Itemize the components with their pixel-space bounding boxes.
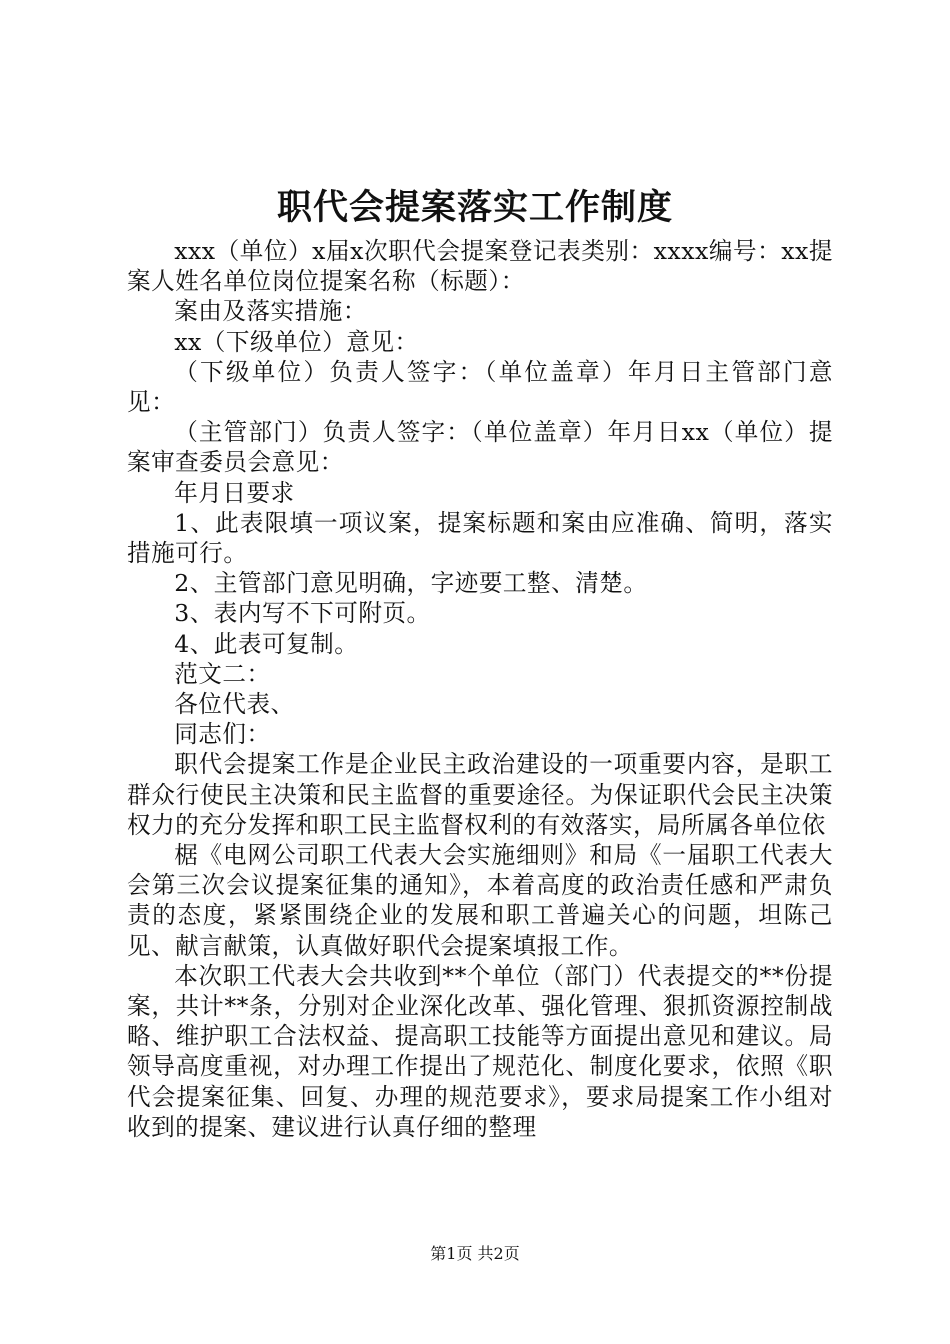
paragraph: xxx（单位）x届x次职代会提案登记表类别：xxxx编号：xx提案人姓名单位岗位提案名称（标题）： [127,237,833,296]
paragraph: xx（下级单位）意见： [174,327,419,356]
paragraph: 各位代表、 [174,690,295,719]
paragraph: （下级单位）负责人签字：（单位盖章）年月日主管部门意见： [127,357,833,417]
paragraph: 2、主管部门意见明确，字迹要工整、清楚。 [174,569,648,598]
paragraph: 同志们： [174,720,271,749]
paragraph: 案由及落实措施： [174,297,367,326]
paragraph: 椐《电网公司职工代表大会实施细则》和局《一届职工代表大会第三次会议提案征集的通知》，本着高度的政治责任感和严肃负责的态度，紧紧围绕企业的发展和职工普遍关心的问题，坦陈己见、献言献策，认真做好职代会提案填报工作。 [127,841,833,960]
document-title: 职代会提案落实工作制度 [276,187,673,228]
document-body [127,236,833,1142]
paragraph: （主管部门）负责人签字：（单位盖章）年月日xx（单位）提案审查委员会意见： [127,418,833,477]
paragraph: 范文二： [174,659,271,688]
page-footer: 第1页 共2页 [430,1244,520,1263]
paragraph: 职代会提案工作是企业民主政治建设的一项重要内容，是职工群众行使民主决策和民主监督的重要途径。为保证职代会民主决策权力的充分发挥和职工民主监督权利的有效落实，局所属各单位依 [127,750,833,839]
paragraph: 1、此表限填一项议案，提案标题和案由应准确、简明，落实措施可行。 [127,508,833,568]
paragraph: 4、此表可复制。 [174,629,359,658]
paragraph: 3、表内写不下可附页。 [174,599,431,628]
paragraph: 本次职工代表大会共收到**个单位（部门）代表提交的**份提案，共计**条，分别对企业深化改革、强化管理、狠抓资源控制战略、维护职工合法权益、提高职工技能等方面提出意见和建议。局领导高度重视，对办理工作提出了规范化、制度化要求，依照《职代会提案征集、回复、办理的规范要求》，要求局提案工作小组对收到的提案、建议进行认真仔细的整理 [127,961,833,1141]
paragraph: 年月日要求 [174,478,295,507]
